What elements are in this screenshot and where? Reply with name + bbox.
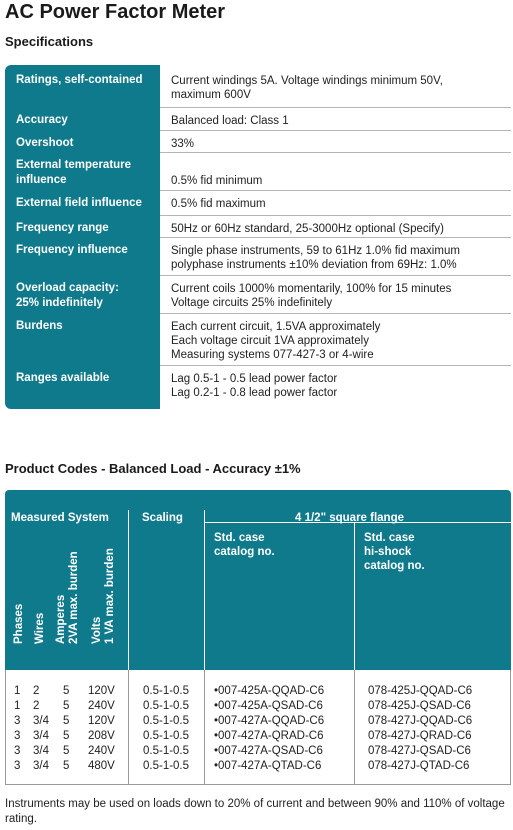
cell-amperes: 5	[63, 760, 70, 772]
cell-volts: 240V	[88, 745, 115, 757]
cell-amperes: 5	[63, 700, 70, 712]
cell-scaling: 0.5-1-0.5	[143, 745, 190, 757]
hishock-header-line2: hi-shock	[364, 546, 412, 558]
spec-value	[171, 282, 511, 310]
wires-header: Wires	[34, 612, 46, 644]
spec-value-line: polyphase instruments ±10% deviation from 69Hz: 1.0%	[171, 259, 457, 271]
cell-hishock: 078-425J-QQAD-C6	[368, 685, 473, 697]
spec-value	[171, 159, 511, 188]
specifications-heading: Specifications	[5, 34, 94, 49]
amperes-header-line2: 2VA max. burden	[68, 551, 80, 644]
volts-header-line1: Volts	[91, 616, 103, 644]
spec-label-line: Burdens	[16, 320, 63, 332]
cell-wires: 3/4	[33, 760, 49, 772]
cell-scaling: 0.5-1-0.5	[143, 700, 190, 712]
page-title: AC Power Factor Meter	[5, 1, 226, 23]
spec-label-line: Overshoot	[16, 137, 74, 149]
spec-label-line: 25% indefinitely	[16, 297, 103, 309]
spec-value	[171, 244, 511, 272]
spec-value-line: Lag 0.5-1 - 0.5 lead power factor	[171, 373, 338, 385]
spec-value-line: Single phase instruments, 59 to 61Hz 1.0% fid maximum	[171, 245, 460, 257]
spec-label-line: Frequency range	[16, 222, 109, 234]
spec-value	[171, 320, 511, 362]
measured-system-header: Measured System	[11, 512, 109, 524]
cell-wires: 3/4	[33, 730, 49, 742]
spec-value-line: Each voltage circuit 1VA approximately	[171, 335, 369, 347]
phases-header: Phases	[13, 603, 25, 644]
spec-label-line: External temperature	[16, 159, 132, 171]
product-codes-header	[5, 490, 511, 670]
spec-label	[16, 136, 161, 151]
spec-value-line: Each current circuit, 1.5VA approximately	[171, 321, 381, 333]
cell-hishock: 078-427J-QQAD-C6	[368, 715, 473, 727]
cell-wires: 3/4	[33, 715, 49, 727]
cell-amperes: 5	[63, 745, 70, 757]
spec-label-line: External field influence	[16, 197, 142, 209]
spec-label-line: Overload capacity:	[16, 282, 119, 294]
cell-phases: 1	[14, 700, 21, 712]
cell-hishock: 078-425J-QSAD-C6	[368, 700, 471, 712]
spec-label-line: Frequency influence	[16, 244, 128, 256]
specifications-table	[5, 65, 511, 409]
product-codes-heading: Product Codes - Balanced Load - Accuracy ±1%	[5, 461, 301, 476]
cell-volts: 480V	[88, 760, 115, 772]
cell-std: •007-427A-QRAD-C6	[214, 730, 324, 742]
hishock-header-line3: catalog no.	[364, 560, 425, 572]
spec-label-line: Accuracy	[16, 114, 68, 126]
footnote: Instruments may be used on loads down to 20% of current and between 90% and 110% of voltage rating.	[5, 798, 505, 825]
spec-value-line: Balanced load: Class 1	[171, 115, 289, 127]
spec-value-line: 50Hz or 60Hz standard, 25-3000Hz optional (Specify)	[171, 223, 444, 235]
spec-value-line: Current coils 1000% momentarily, 100% for 15 minutes	[171, 283, 452, 295]
std-case-header-line2: catalog no.	[214, 546, 275, 558]
hishock-header-line1: Std. case	[364, 532, 415, 544]
cell-phases: 3	[14, 745, 21, 757]
cell-scaling: 0.5-1-0.5	[143, 685, 190, 697]
spec-label	[16, 73, 161, 88]
spec-value-line: Measuring systems 077-427-3 or 4-wire	[171, 349, 374, 361]
cell-wires: 2	[33, 700, 40, 712]
spec-value	[171, 197, 511, 211]
spec-label	[16, 243, 161, 258]
amperes-header-line1: Amperes	[55, 594, 67, 644]
scaling-header: Scaling	[142, 512, 183, 524]
spec-value-line: 0.5% fid minimum	[171, 175, 263, 187]
cell-hishock: 078-427J-QSAD-C6	[368, 745, 471, 757]
spec-value-line: maximum 600V	[171, 89, 251, 101]
spec-value	[171, 372, 511, 400]
spec-label	[16, 158, 161, 188]
spec-value-line: Current windings 5A. Voltage windings minimum 50V,	[171, 75, 443, 87]
cell-scaling: 0.5-1-0.5	[143, 715, 190, 727]
cell-volts: 240V	[88, 700, 115, 712]
cell-amperes: 5	[63, 685, 70, 697]
spec-label	[16, 319, 161, 334]
cell-phases: 1	[14, 685, 21, 697]
cell-amperes: 5	[63, 730, 70, 742]
spec-label	[16, 113, 161, 128]
cell-phases: 3	[14, 715, 21, 727]
cell-volts: 120V	[88, 685, 115, 697]
cell-std: •007-427A-QSAD-C6	[214, 745, 323, 757]
flange-header: 4 1/2" square flange	[295, 512, 404, 524]
cell-std: •007-425A-QSAD-C6	[214, 700, 323, 712]
spec-label-line: Ratings, self-contained	[16, 74, 143, 86]
spec-value-line	[171, 159, 511, 174]
volts-header-line2: 1 VA max. burden	[104, 548, 116, 644]
std-case-header-line1: Std. case	[214, 532, 265, 544]
spec-value	[171, 137, 511, 151]
spec-value-line: Voltage circuits 25% indefinitely	[171, 297, 333, 309]
cell-amperes: 5	[63, 715, 70, 727]
cell-phases: 3	[14, 730, 21, 742]
spec-value-line: 0.5% fid maximum	[171, 198, 266, 210]
cell-volts: 208V	[88, 730, 115, 742]
cell-std: •007-425A-QQAD-C6	[214, 685, 325, 697]
cell-std: •007-427A-QTAD-C6	[214, 760, 322, 772]
spec-value	[171, 222, 511, 236]
spec-label	[16, 221, 161, 236]
spec-value-line: Lag 0.2-1 - 0.8 lead power factor	[171, 387, 338, 399]
spec-label	[16, 196, 161, 211]
spec-label	[16, 281, 161, 311]
spec-value	[171, 74, 511, 102]
cell-volts: 120V	[88, 715, 115, 727]
cell-std: •007-427A-QQAD-C6	[214, 715, 325, 727]
cell-scaling: 0.5-1-0.5	[143, 730, 190, 742]
cell-scaling: 0.5-1-0.5	[143, 760, 190, 772]
spec-value	[171, 114, 511, 128]
cell-hishock: 078-427J-QTAD-C6	[368, 760, 470, 772]
cell-hishock: 078-427J-QRAD-C6	[368, 730, 472, 742]
spec-value-line: 33%	[171, 138, 195, 150]
spec-label-line: influence	[16, 174, 67, 186]
cell-wires: 3/4	[33, 745, 49, 757]
cell-phases: 3	[14, 760, 21, 772]
spec-label	[16, 371, 161, 386]
spec-label-line: Ranges available	[16, 372, 110, 384]
cell-wires: 2	[33, 685, 40, 697]
